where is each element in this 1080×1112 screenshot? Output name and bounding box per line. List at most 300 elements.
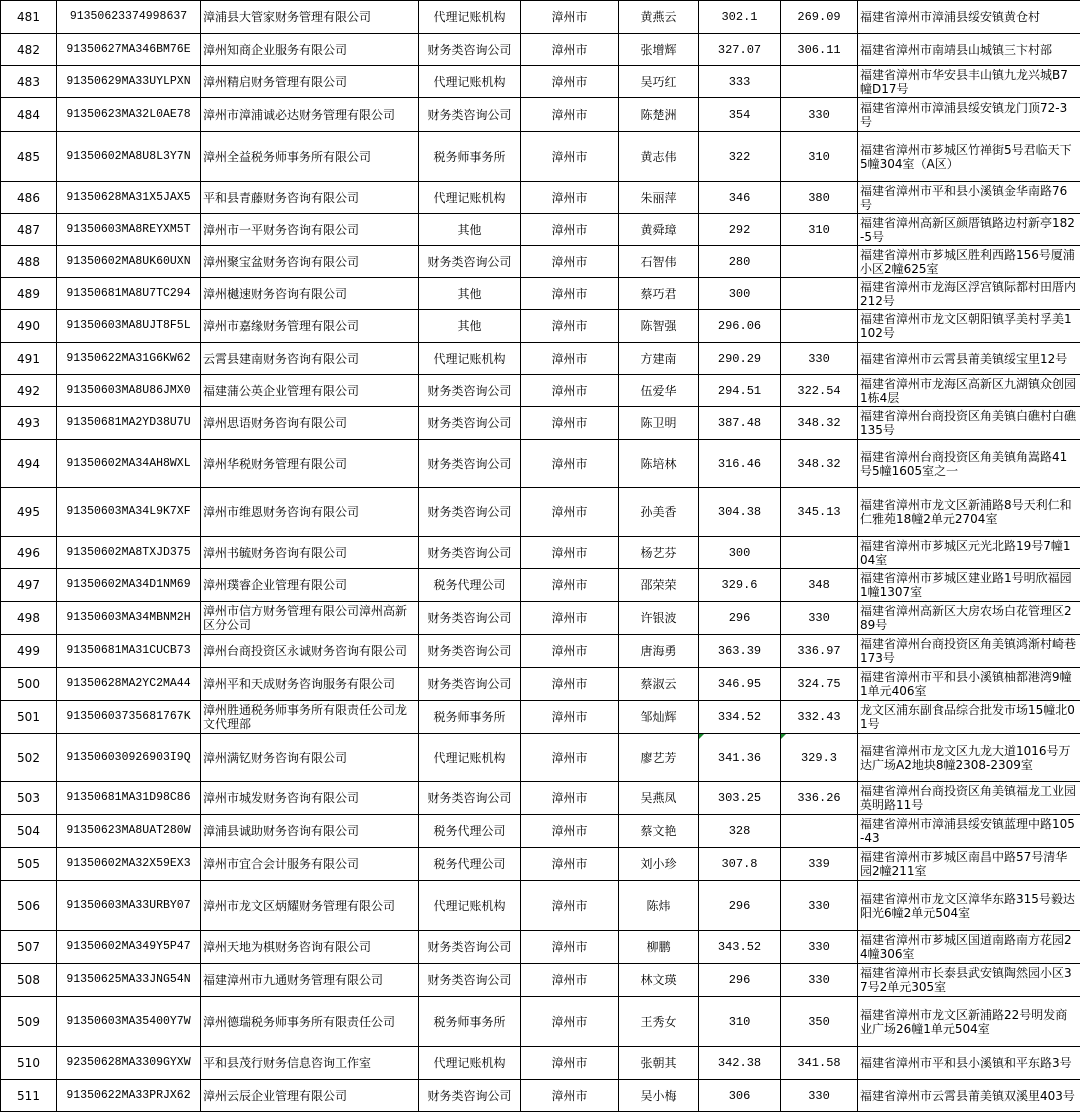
table-row: [1, 848, 1080, 881]
cell-organization-type: 其他: [419, 214, 521, 246]
cell-value-2: [781, 537, 858, 569]
table-row: [1, 815, 1080, 848]
cell-credit-code: 91350602MA34D1NM69: [57, 569, 201, 602]
cell-value-1: 343.52: [699, 931, 781, 964]
cell-contact-person: 陈楚洲: [619, 98, 699, 132]
cell-credit-code: 91350603MA35400Y7W: [57, 997, 201, 1047]
cell-value-2: 348.32: [781, 440, 858, 488]
cell-row-number: 499: [1, 635, 57, 668]
cell-organization-type: 税务师事务所: [419, 701, 521, 734]
cell-city: 漳州市: [521, 98, 619, 132]
cell-organization-type: 代理记账机构: [419, 1047, 521, 1080]
table-row: [1, 964, 1080, 997]
cell-contact-person: 刘小珍: [619, 848, 699, 881]
cell-city: 漳州市: [521, 310, 619, 343]
cell-address: 福建省漳州市龙文区九龙大道1016号万达广场A2地块8幢2308-2309室: [858, 734, 1080, 782]
cell-value-1: 306: [699, 1080, 781, 1112]
cell-contact-person: 蔡淑云: [619, 668, 699, 701]
cell-credit-code: 91350622MA33PRJX62: [57, 1080, 201, 1112]
cell-value-1: 304.38: [699, 488, 781, 537]
cell-organization-type: 财务类咨询公司: [419, 668, 521, 701]
cell-credit-code: 91350681MA31D98C86: [57, 782, 201, 815]
cell-credit-code: 91350602MA349Y5P47: [57, 931, 201, 964]
cell-value-1: 333: [699, 66, 781, 98]
cell-company-name: 漳州书毓财务咨询有限公司: [201, 537, 419, 569]
cell-contact-person: 柳鹏: [619, 931, 699, 964]
cell-company-name: 漳浦县大管家财务管理有限公司: [201, 1, 419, 34]
cell-value-1: 334.52: [699, 701, 781, 734]
cell-company-name: 漳州聚宝盆财务咨询有限公司: [201, 246, 419, 278]
cell-contact-person: 陈炜: [619, 881, 699, 931]
cell-row-number: 489: [1, 278, 57, 310]
cell-value-2: 329.3: [781, 734, 858, 782]
cell-organization-type: 财务类咨询公司: [419, 246, 521, 278]
cell-address: 福建省漳州市云霄县莆美镇双溪里403号: [858, 1080, 1080, 1112]
cell-organization-type: 财务类咨询公司: [419, 964, 521, 997]
cell-row-number: 490: [1, 310, 57, 343]
cell-credit-code: 91350602MA8UK60UXN: [57, 246, 201, 278]
cell-city: 漳州市: [521, 815, 619, 848]
cell-city: 漳州市: [521, 278, 619, 310]
cell-value-1: 363.39: [699, 635, 781, 668]
cell-company-name: 漳州市城发财务咨询有限公司: [201, 782, 419, 815]
cell-value-1: 341.36: [699, 734, 781, 782]
cell-value-2: 341.58: [781, 1047, 858, 1080]
cell-row-number: 507: [1, 931, 57, 964]
cell-company-name: 漳州市嘉缘财务管理有限公司: [201, 310, 419, 343]
cell-company-name: 漳州市一平财务咨询有限公司: [201, 214, 419, 246]
cell-contact-person: 唐海勇: [619, 635, 699, 668]
cell-row-number: 502: [1, 734, 57, 782]
cell-city: 漳州市: [521, 246, 619, 278]
table-row: [1, 132, 1080, 182]
table-row: [1, 1080, 1080, 1112]
table-row: [1, 1, 1080, 34]
cell-credit-code: 91350603MA33URBY07: [57, 881, 201, 931]
cell-row-number: 491: [1, 343, 57, 375]
cell-row-number: 482: [1, 34, 57, 66]
cell-value-2: 348: [781, 569, 858, 602]
cell-credit-code: 91350628MA2YC2MA44: [57, 668, 201, 701]
cell-value-1: 342.38: [699, 1047, 781, 1080]
cell-row-number: 508: [1, 964, 57, 997]
cell-value-1: 387.48: [699, 407, 781, 440]
cell-value-2: 330: [781, 98, 858, 132]
table-row: [1, 537, 1080, 569]
cell-row-number: 506: [1, 881, 57, 931]
cell-address: 福建省漳州市华安县丰山镇九龙兴城B7幢D17号: [858, 66, 1080, 98]
cell-organization-type: 其他: [419, 310, 521, 343]
cell-credit-code: 91350603MA34MBNM2H: [57, 602, 201, 635]
cell-row-number: 511: [1, 1080, 57, 1112]
cell-organization-type: 代理记账机构: [419, 1, 521, 34]
cell-city: 漳州市: [521, 931, 619, 964]
cell-address: 福建省漳州市漳浦县绥安镇蓝理中路105-43: [858, 815, 1080, 848]
cell-address: 福建省漳州市龙海区高新区九湖镇众创园1栋4层: [858, 375, 1080, 407]
cell-company-name: 漳州精启财务管理有限公司: [201, 66, 419, 98]
cell-contact-person: 陈卫明: [619, 407, 699, 440]
cell-row-number: 484: [1, 98, 57, 132]
cell-company-name: 漳州市维恩财务咨询有限公司: [201, 488, 419, 537]
cell-address: 福建省漳州市芗城区国道南路南方花园24幢306室: [858, 931, 1080, 964]
cell-company-name: 漳州璞睿企业管理有限公司: [201, 569, 419, 602]
table-row: [1, 1047, 1080, 1080]
cell-value-2: 332.43: [781, 701, 858, 734]
cell-contact-person: 邵荣荣: [619, 569, 699, 602]
cell-credit-code: 91350602MA32X59EX3: [57, 848, 201, 881]
cell-value-2: 345.13: [781, 488, 858, 537]
cell-company-name: 漳州平和天成财务咨询服务有限公司: [201, 668, 419, 701]
cell-address: 福建省漳州市龙文区新浦路22号明发商业广场26幢1单元504室: [858, 997, 1080, 1047]
cell-row-number: 500: [1, 668, 57, 701]
cell-organization-type: 财务类咨询公司: [419, 602, 521, 635]
cell-row-number: 481: [1, 1, 57, 34]
cell-organization-type: 财务类咨询公司: [419, 375, 521, 407]
cell-value-1: 300: [699, 278, 781, 310]
cell-contact-person: 许银波: [619, 602, 699, 635]
cell-organization-type: 财务类咨询公司: [419, 407, 521, 440]
cell-city: 漳州市: [521, 734, 619, 782]
cell-company-name: 漳州市宜合会计服务有限公司: [201, 848, 419, 881]
cell-city: 漳州市: [521, 34, 619, 66]
cell-address: 福建省漳州市云霄县莆美镇绥宝里12号: [858, 343, 1080, 375]
cell-value-1: 296.06: [699, 310, 781, 343]
cell-row-number: 501: [1, 701, 57, 734]
cell-value-1: 292: [699, 214, 781, 246]
cell-company-name: 漳州华税财务管理有限公司: [201, 440, 419, 488]
cell-credit-code: 91350625MA33JNG54N: [57, 964, 201, 997]
table-row: [1, 278, 1080, 310]
cell-address: 福建省漳州市南靖县山城镇三卞村部: [858, 34, 1080, 66]
cell-value-2: [781, 815, 858, 848]
cell-row-number: 492: [1, 375, 57, 407]
cell-contact-person: 蔡文艳: [619, 815, 699, 848]
table-row: [1, 782, 1080, 815]
cell-row-number: 509: [1, 997, 57, 1047]
table-row: [1, 66, 1080, 98]
cell-value-2: 380: [781, 182, 858, 214]
cell-organization-type: 财务类咨询公司: [419, 635, 521, 668]
cell-row-number: 495: [1, 488, 57, 537]
table-row: [1, 931, 1080, 964]
table-row: [1, 34, 1080, 66]
cell-company-name: 漳州思语财务咨询有限公司: [201, 407, 419, 440]
cell-city: 漳州市: [521, 132, 619, 182]
cell-value-2: [781, 66, 858, 98]
cell-contact-person: 孙美香: [619, 488, 699, 537]
cell-row-number: 504: [1, 815, 57, 848]
cell-value-1: 296: [699, 602, 781, 635]
cell-city: 漳州市: [521, 1, 619, 34]
cell-company-name: 漳州市漳浦诚必达财务管理有限公司: [201, 98, 419, 132]
cell-row-number: 497: [1, 569, 57, 602]
cell-value-1: 346.95: [699, 668, 781, 701]
cell-company-name: 漳州德瑞税务师事务所有限责任公司: [201, 997, 419, 1047]
table-row: [1, 182, 1080, 214]
cell-credit-code: 91350622MA31G6KW62: [57, 343, 201, 375]
cell-city: 漳州市: [521, 602, 619, 635]
cell-value-1: 294.51: [699, 375, 781, 407]
cell-value-2: 348.32: [781, 407, 858, 440]
cell-company-name: 漳州胜通税务师事务所有限责任公司龙文代理部: [201, 701, 419, 734]
cell-organization-type: 财务类咨询公司: [419, 1080, 521, 1112]
table-row: [1, 375, 1080, 407]
cell-value-1: 354: [699, 98, 781, 132]
cell-contact-person: 廖艺芳: [619, 734, 699, 782]
cell-row-number: 485: [1, 132, 57, 182]
cell-address: 福建省漳州市芗城区建业路1号明欣福园1幢1307室: [858, 569, 1080, 602]
cell-contact-person: 吴小梅: [619, 1080, 699, 1112]
cell-value-2: [781, 246, 858, 278]
table-row: [1, 734, 1080, 782]
cell-company-name: 漳州天地为棋财务咨询有限公司: [201, 931, 419, 964]
table-row: [1, 440, 1080, 488]
cell-organization-type: 财务类咨询公司: [419, 537, 521, 569]
cell-address: 福建省漳州台商投资区角美镇白礁村白礁135号: [858, 407, 1080, 440]
table-row: [1, 997, 1080, 1047]
cell-contact-person: 吴燕凤: [619, 782, 699, 815]
cell-credit-code: 91350603735681767K: [57, 701, 201, 734]
cell-row-number: 498: [1, 602, 57, 635]
cell-address: 福建省漳州高新区颜厝镇路边村新亭182-5号: [858, 214, 1080, 246]
cell-organization-type: 代理记账机构: [419, 343, 521, 375]
cell-value-2: 310: [781, 132, 858, 182]
cell-address: 福建省漳州市芗城区竹禅街5号君临天下5幢304室（A区）: [858, 132, 1080, 182]
cell-contact-person: 邹灿辉: [619, 701, 699, 734]
cell-value-2: 336.97: [781, 635, 858, 668]
cell-address: 福建省漳州市漳浦县绥安镇黄仓村: [858, 1, 1080, 34]
table-row: [1, 635, 1080, 668]
cell-value-2: [781, 310, 858, 343]
table-row: [1, 602, 1080, 635]
cell-organization-type: 税务师事务所: [419, 132, 521, 182]
cell-city: 漳州市: [521, 440, 619, 488]
cell-address: 福建省漳州市芗城区南昌中路57号清华园2幢211室: [858, 848, 1080, 881]
cell-city: 漳州市: [521, 1080, 619, 1112]
cell-value-2: 350: [781, 997, 858, 1047]
cell-value-2: 324.75: [781, 668, 858, 701]
cell-city: 漳州市: [521, 701, 619, 734]
cell-value-2: 330: [781, 964, 858, 997]
table-row: [1, 246, 1080, 278]
table-row: [1, 407, 1080, 440]
cell-company-name: 漳州满钇财务咨询有限公司: [201, 734, 419, 782]
cell-company-name: 平和县青藤财务咨询有限公司: [201, 182, 419, 214]
table-row: [1, 310, 1080, 343]
cell-address: 福建省漳州市平和县小溪镇柚都港湾9幢1单元406室: [858, 668, 1080, 701]
cell-contact-person: 林文瑛: [619, 964, 699, 997]
cell-city: 漳州市: [521, 848, 619, 881]
cell-city: 漳州市: [521, 343, 619, 375]
cell-company-name: 云霄县建南财务咨询有限公司: [201, 343, 419, 375]
cell-contact-person: 石智伟: [619, 246, 699, 278]
cell-address: 福建省漳州市龙文区漳华东路315号毅达阳光6幢2单元504室: [858, 881, 1080, 931]
cell-city: 漳州市: [521, 635, 619, 668]
table-body: [1, 1, 1080, 1112]
cell-address: 福建省漳州市长泰县武安镇陶然园小区37号2单元305室: [858, 964, 1080, 997]
cell-credit-code: 91350681MA2YD38U7U: [57, 407, 201, 440]
cell-value-2: 269.09: [781, 1, 858, 34]
cell-value-1: 328: [699, 815, 781, 848]
cell-organization-type: 代理记账机构: [419, 734, 521, 782]
cell-organization-type: 税务代理公司: [419, 815, 521, 848]
cell-address: 福建省漳州台商投资区角美镇鸿渐村崎巷173号: [858, 635, 1080, 668]
cell-address: 福建省漳州市平和县小溪镇金华南路76号: [858, 182, 1080, 214]
table-row: [1, 214, 1080, 246]
cell-credit-code: 91350623374998637: [57, 1, 201, 34]
cell-organization-type: 财务类咨询公司: [419, 34, 521, 66]
cell-credit-code: 91350623MA8UAT280W: [57, 815, 201, 848]
cell-contact-person: 王秀女: [619, 997, 699, 1047]
cell-row-number: 494: [1, 440, 57, 488]
cell-value-1: 310: [699, 997, 781, 1047]
cell-company-name: 漳州市信方财务管理有限公司漳州高新区分公司: [201, 602, 419, 635]
cell-value-1: 290.29: [699, 343, 781, 375]
cell-value-1: 316.46: [699, 440, 781, 488]
cell-city: 漳州市: [521, 881, 619, 931]
table-row: [1, 881, 1080, 931]
cell-row-number: 493: [1, 407, 57, 440]
cell-address: 福建省漳州市漳浦县绥安镇龙门顶72-3号: [858, 98, 1080, 132]
cell-value-1: 296: [699, 881, 781, 931]
cell-contact-person: 陈培林: [619, 440, 699, 488]
cell-credit-code: 92350628MA3309GYXW: [57, 1047, 201, 1080]
cell-address: 福建省漳州市龙海区浮宫镇际都村田厝内212号: [858, 278, 1080, 310]
cell-city: 漳州市: [521, 407, 619, 440]
cell-contact-person: 伍爱华: [619, 375, 699, 407]
cell-credit-code: 91350627MA346BM76E: [57, 34, 201, 66]
cell-contact-person: 陈智强: [619, 310, 699, 343]
cell-city: 漳州市: [521, 1047, 619, 1080]
cell-city: 漳州市: [521, 66, 619, 98]
cell-address: 福建省漳州台商投资区角美镇福龙工业园英明路11号: [858, 782, 1080, 815]
cell-company-name: 福建蒲公英企业管理有限公司: [201, 375, 419, 407]
cell-city: 漳州市: [521, 782, 619, 815]
cell-organization-type: 代理记账机构: [419, 881, 521, 931]
cell-address: 福建省漳州市龙文区朝阳镇孚美村孚美1102号: [858, 310, 1080, 343]
cell-value-1: 296: [699, 964, 781, 997]
cell-value-2: 330: [781, 881, 858, 931]
cell-credit-code: 91350603MA8REYXM5T: [57, 214, 201, 246]
cell-value-2: 306.11: [781, 34, 858, 66]
cell-address: 福建省漳州市龙文区新浦路8号天利仁和仁雅苑18幢2单元2704室: [858, 488, 1080, 537]
cell-contact-person: 张朝其: [619, 1047, 699, 1080]
table-row: [1, 343, 1080, 375]
cell-address: 福建省漳州高新区大房农场白花管理区289号: [858, 602, 1080, 635]
cell-value-1: 307.8: [699, 848, 781, 881]
cell-address: 福建省漳州市平和县小溪镇和平东路3号: [858, 1047, 1080, 1080]
cell-company-name: 平和县茂行财务信息咨询工作室: [201, 1047, 419, 1080]
cell-credit-code: 91350629MA33UYLPXN: [57, 66, 201, 98]
cell-value-1: 329.6: [699, 569, 781, 602]
cell-organization-type: 财务类咨询公司: [419, 488, 521, 537]
cell-credit-code: 91350681MA31CUCB73: [57, 635, 201, 668]
cell-city: 漳州市: [521, 569, 619, 602]
cell-organization-type: 财务类咨询公司: [419, 98, 521, 132]
cell-city: 漳州市: [521, 537, 619, 569]
cell-row-number: 503: [1, 782, 57, 815]
cell-credit-code: 91350603MA8U86JMX0: [57, 375, 201, 407]
cell-row-number: 510: [1, 1047, 57, 1080]
cell-credit-code: 91350602MA8TXJD375: [57, 537, 201, 569]
cell-row-number: 505: [1, 848, 57, 881]
cell-city: 漳州市: [521, 182, 619, 214]
cell-value-2: 330: [781, 931, 858, 964]
cell-row-number: 483: [1, 66, 57, 98]
cell-row-number: 496: [1, 537, 57, 569]
cell-contact-person: 吴巧红: [619, 66, 699, 98]
table-row: [1, 569, 1080, 602]
cell-contact-person: 蔡巧君: [619, 278, 699, 310]
cell-value-2: 330: [781, 1080, 858, 1112]
cell-address: 福建省漳州台商投资区角美镇角嵩路41号5幢1605室之一: [858, 440, 1080, 488]
cell-company-name: 漳州知商企业服务有限公司: [201, 34, 419, 66]
cell-address: 福建省漳州市芗城区胜利西路156号厦浦小区2幢625室: [858, 246, 1080, 278]
cell-organization-type: 代理记账机构: [419, 66, 521, 98]
cell-city: 漳州市: [521, 964, 619, 997]
cell-company-name: 福建漳州市九通财务管理有限公司: [201, 964, 419, 997]
cell-organization-type: 财务类咨询公司: [419, 440, 521, 488]
cell-row-number: 486: [1, 182, 57, 214]
cell-value-1: 280: [699, 246, 781, 278]
cell-credit-code: 91350602MA34AH8WXL: [57, 440, 201, 488]
cell-row-number: 488: [1, 246, 57, 278]
cell-company-name: 漳州全益税务师事务所有限公司: [201, 132, 419, 182]
cell-city: 漳州市: [521, 668, 619, 701]
cell-value-2: 310: [781, 214, 858, 246]
cell-value-2: 330: [781, 602, 858, 635]
cell-contact-person: 杨艺芬: [619, 537, 699, 569]
cell-organization-type: 财务类咨询公司: [419, 782, 521, 815]
cell-company-name: 漳州台商投资区永诚财务咨询有限公司: [201, 635, 419, 668]
cell-credit-code: 91350681MA8U7TC294: [57, 278, 201, 310]
cell-organization-type: 税务师事务所: [419, 997, 521, 1047]
cell-company-name: 漳州云辰企业管理有限公司: [201, 1080, 419, 1112]
cell-value-1: 327.07: [699, 34, 781, 66]
cell-value-1: 346: [699, 182, 781, 214]
cell-contact-person: 朱丽萍: [619, 182, 699, 214]
cell-credit-code: 91350603MA8UJT8F5L: [57, 310, 201, 343]
cell-address: 龙文区浦东副食品综合批发市场15幢北01号: [858, 701, 1080, 734]
cell-company-name: 漳州市龙文区炳耀财务管理有限公司: [201, 881, 419, 931]
cell-address: 福建省漳州市芗城区元光北路19号7幢104室: [858, 537, 1080, 569]
cell-value-2: 336.26: [781, 782, 858, 815]
cell-city: 漳州市: [521, 375, 619, 407]
cell-value-2: 339: [781, 848, 858, 881]
cell-credit-code: 91350603MA34L9K7XF: [57, 488, 201, 537]
cell-value-2: [781, 278, 858, 310]
cell-contact-person: 张增辉: [619, 34, 699, 66]
cell-value-1: 322: [699, 132, 781, 182]
cell-organization-type: 财务类咨询公司: [419, 931, 521, 964]
table-row: [1, 668, 1080, 701]
cell-company-name: 漳州樾速财务咨询有限公司: [201, 278, 419, 310]
table-row: [1, 98, 1080, 132]
cell-value-1: 302.1: [699, 1, 781, 34]
cell-organization-type: 税务代理公司: [419, 848, 521, 881]
cell-value-1: 303.25: [699, 782, 781, 815]
cell-value-2: 322.54: [781, 375, 858, 407]
cell-credit-code: 913506030926903I9Q: [57, 734, 201, 782]
cell-contact-person: 黄舜璋: [619, 214, 699, 246]
cell-organization-type: 税务代理公司: [419, 569, 521, 602]
cell-contact-person: 方建南: [619, 343, 699, 375]
cell-credit-code: 91350602MA8U8L3Y7N: [57, 132, 201, 182]
table-row: [1, 488, 1080, 537]
cell-contact-person: 黄燕云: [619, 1, 699, 34]
cell-city: 漳州市: [521, 488, 619, 537]
cell-organization-type: 代理记账机构: [419, 182, 521, 214]
